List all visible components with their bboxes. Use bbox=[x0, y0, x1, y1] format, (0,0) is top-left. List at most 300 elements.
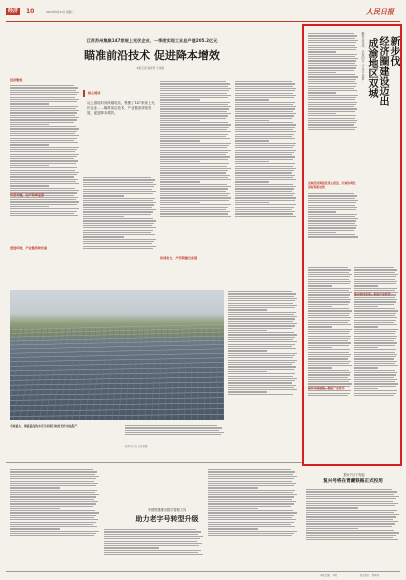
text-line bbox=[354, 313, 396, 314]
text-line bbox=[235, 193, 295, 194]
text-line bbox=[308, 99, 355, 100]
text-line bbox=[160, 211, 230, 212]
text-line bbox=[308, 301, 350, 302]
side-subhead-1: 双城经济圈建设深入推进，区域协调发展取得新成效 bbox=[308, 181, 356, 189]
text-line bbox=[235, 104, 293, 105]
text-line bbox=[354, 317, 397, 318]
text-line bbox=[308, 88, 354, 89]
text-line bbox=[83, 177, 151, 178]
text-line bbox=[104, 552, 198, 553]
text-line bbox=[160, 172, 226, 173]
text-line bbox=[10, 128, 79, 129]
text-line bbox=[308, 49, 356, 50]
text-line bbox=[235, 179, 296, 180]
text-line bbox=[308, 33, 354, 34]
text-line bbox=[354, 297, 395, 298]
text-line bbox=[208, 503, 294, 504]
panel-row bbox=[10, 377, 224, 381]
text-line bbox=[308, 42, 356, 43]
text-line bbox=[228, 369, 294, 370]
text-line bbox=[308, 285, 332, 286]
text-line bbox=[228, 309, 267, 310]
text-line bbox=[308, 363, 349, 364]
text-line bbox=[160, 181, 200, 182]
text-line bbox=[160, 129, 227, 130]
masthead-rule bbox=[6, 21, 400, 22]
text-line bbox=[308, 72, 336, 73]
text-line bbox=[308, 365, 352, 366]
text-line bbox=[228, 364, 292, 365]
text-line bbox=[354, 379, 397, 380]
text-line bbox=[228, 332, 294, 333]
text-line bbox=[235, 140, 269, 141]
text-line bbox=[308, 267, 348, 268]
text-line bbox=[306, 496, 399, 497]
text-line bbox=[83, 184, 156, 185]
text-line bbox=[10, 487, 60, 488]
text-line bbox=[235, 163, 295, 164]
text-line bbox=[160, 111, 227, 112]
text-line bbox=[235, 95, 296, 96]
text-line bbox=[83, 189, 152, 190]
text-line bbox=[83, 220, 156, 221]
text-line bbox=[308, 372, 351, 373]
text-line bbox=[10, 101, 77, 102]
text-line bbox=[308, 209, 356, 210]
text-line bbox=[10, 126, 76, 127]
text-line bbox=[308, 70, 354, 71]
text-line bbox=[83, 195, 124, 196]
text-line bbox=[10, 87, 78, 88]
text-line bbox=[308, 200, 358, 201]
text-line bbox=[235, 111, 293, 112]
text-line bbox=[354, 315, 395, 316]
text-line bbox=[10, 519, 98, 520]
text-line bbox=[10, 469, 93, 470]
text-line bbox=[308, 97, 356, 98]
text-line bbox=[160, 154, 226, 155]
text-line bbox=[235, 127, 295, 128]
lower-left-kicker: 中国铁建推出数字管理工具 bbox=[147, 508, 187, 512]
text-line bbox=[160, 97, 228, 98]
text-line bbox=[10, 92, 79, 93]
text-line bbox=[208, 508, 258, 509]
text-line bbox=[83, 211, 153, 212]
text-line bbox=[228, 360, 297, 361]
panel-row bbox=[10, 387, 224, 390]
text-line bbox=[10, 512, 99, 513]
text-line bbox=[308, 390, 351, 391]
text-line bbox=[308, 86, 356, 87]
text-line bbox=[208, 528, 258, 529]
text-line bbox=[10, 204, 77, 205]
text-line bbox=[83, 202, 156, 203]
text-line bbox=[228, 334, 297, 335]
text-line bbox=[10, 188, 75, 189]
text-line bbox=[308, 294, 350, 295]
text-line bbox=[308, 56, 355, 57]
text-line bbox=[228, 323, 297, 324]
text-line bbox=[160, 170, 228, 171]
text-line bbox=[83, 246, 156, 247]
text-line bbox=[208, 506, 291, 507]
text-line bbox=[308, 395, 348, 396]
text-line bbox=[235, 181, 269, 182]
text-line bbox=[160, 143, 231, 144]
text-line bbox=[160, 197, 231, 198]
text-line bbox=[354, 322, 394, 323]
text-line bbox=[83, 179, 155, 180]
text-line bbox=[83, 193, 153, 194]
text-line bbox=[308, 65, 357, 66]
text-line bbox=[228, 357, 293, 358]
text-line bbox=[308, 281, 351, 282]
text-line bbox=[160, 177, 228, 178]
text-line bbox=[308, 54, 357, 55]
text-line bbox=[308, 40, 358, 41]
text-line bbox=[10, 181, 76, 182]
text-line bbox=[10, 199, 76, 200]
text-line bbox=[235, 150, 296, 151]
panel-column bbox=[178, 328, 180, 420]
text-line bbox=[228, 382, 292, 383]
text-line bbox=[160, 150, 231, 151]
text-line bbox=[308, 207, 357, 208]
text-line bbox=[10, 158, 74, 159]
text-line bbox=[160, 200, 229, 201]
text-line bbox=[228, 376, 293, 377]
text-line bbox=[228, 321, 293, 322]
text-line bbox=[306, 519, 393, 520]
side-column-top bbox=[308, 32, 358, 180]
side-column-a bbox=[308, 266, 352, 462]
text-line bbox=[10, 496, 96, 497]
panel-column bbox=[46, 328, 60, 420]
text-line bbox=[308, 220, 356, 221]
text-line bbox=[10, 471, 97, 472]
text-line bbox=[308, 333, 349, 334]
text-line bbox=[308, 79, 356, 80]
text-line bbox=[10, 119, 77, 120]
text-line bbox=[235, 108, 295, 109]
footer-rule bbox=[6, 571, 400, 572]
text-line bbox=[10, 201, 79, 202]
text-line bbox=[160, 124, 231, 125]
text-line bbox=[228, 296, 294, 297]
lead-kicker: 江苏苏州集聚147家规上光伏企业，一季度实现工业总产值205.2亿元 bbox=[86, 38, 218, 43]
text-line bbox=[83, 209, 156, 210]
text-line bbox=[308, 81, 355, 82]
side-subhead-2: 推动协同发展，促进产业转型 bbox=[354, 292, 391, 296]
text-line bbox=[306, 539, 398, 540]
text-line bbox=[160, 90, 229, 91]
text-line bbox=[308, 279, 349, 280]
text-line bbox=[306, 505, 395, 506]
panel-row bbox=[10, 398, 224, 401]
lead-subhead-1: 经济聚焦 bbox=[10, 78, 23, 82]
text-line bbox=[308, 377, 348, 378]
text-line bbox=[354, 370, 395, 371]
photo-caption-text bbox=[125, 424, 225, 444]
text-line bbox=[104, 529, 196, 530]
panel-column bbox=[165, 328, 168, 420]
text-line bbox=[235, 200, 295, 201]
text-line bbox=[10, 140, 74, 141]
text-line bbox=[308, 106, 354, 107]
text-line bbox=[160, 168, 231, 169]
text-line bbox=[308, 92, 336, 93]
text-line bbox=[10, 485, 96, 486]
text-line bbox=[10, 142, 78, 143]
text-line bbox=[208, 494, 297, 495]
text-line bbox=[208, 478, 294, 479]
text-line bbox=[308, 120, 357, 121]
text-line bbox=[354, 274, 398, 275]
text-line bbox=[125, 434, 221, 435]
text-line bbox=[83, 214, 151, 215]
text-line bbox=[354, 276, 396, 277]
text-line bbox=[208, 483, 296, 484]
text-line bbox=[354, 272, 395, 273]
panel-column bbox=[210, 328, 211, 420]
text-line bbox=[235, 131, 296, 132]
text-line bbox=[10, 185, 49, 186]
text-line bbox=[354, 349, 396, 350]
text-line bbox=[160, 166, 227, 167]
text-line bbox=[228, 389, 297, 390]
text-line bbox=[308, 304, 348, 305]
text-line bbox=[10, 478, 96, 479]
panel-column bbox=[26, 328, 42, 420]
text-line bbox=[160, 213, 228, 214]
text-line bbox=[208, 481, 292, 482]
text-line bbox=[160, 83, 230, 84]
lower-left-headline: 助力老字号转型升级 bbox=[135, 514, 199, 523]
text-line bbox=[308, 38, 355, 39]
text-line bbox=[308, 352, 349, 353]
text-line bbox=[208, 501, 296, 502]
text-line bbox=[160, 163, 229, 164]
text-line bbox=[354, 267, 394, 268]
text-line bbox=[208, 485, 294, 486]
text-line bbox=[10, 474, 95, 475]
text-line bbox=[160, 188, 228, 189]
text-line bbox=[10, 476, 99, 477]
text-line bbox=[83, 216, 124, 217]
text-line bbox=[10, 506, 93, 507]
text-line bbox=[228, 348, 296, 349]
text-line bbox=[10, 165, 49, 166]
text-line bbox=[228, 344, 295, 345]
text-line bbox=[160, 118, 226, 119]
text-line bbox=[235, 83, 295, 84]
text-line bbox=[228, 346, 292, 347]
text-line bbox=[308, 322, 348, 323]
text-line bbox=[208, 499, 292, 500]
text-line bbox=[208, 524, 291, 525]
text-line bbox=[228, 385, 296, 386]
text-line bbox=[10, 151, 75, 152]
text-line bbox=[354, 374, 396, 375]
text-line bbox=[228, 341, 297, 342]
text-line bbox=[308, 340, 348, 341]
text-line bbox=[306, 535, 396, 536]
text-line bbox=[306, 491, 397, 492]
text-line bbox=[228, 330, 267, 331]
text-line bbox=[228, 325, 295, 326]
text-line bbox=[104, 534, 198, 535]
text-line bbox=[228, 316, 297, 317]
lead-column-5 bbox=[228, 290, 298, 448]
text-line bbox=[10, 156, 77, 157]
text-line bbox=[10, 535, 94, 536]
text-line bbox=[10, 115, 75, 116]
text-line bbox=[160, 99, 200, 100]
text-line bbox=[235, 168, 296, 169]
text-line bbox=[308, 315, 349, 316]
text-line bbox=[235, 106, 296, 107]
solar-photo bbox=[10, 290, 224, 420]
text-line bbox=[308, 345, 349, 346]
text-line bbox=[306, 510, 397, 511]
text-line bbox=[83, 239, 156, 240]
text-line bbox=[160, 161, 200, 162]
text-line bbox=[228, 314, 294, 315]
side-kicker: 截至去年底，已有四万二千多千米里… bbox=[361, 32, 365, 83]
text-line bbox=[235, 156, 295, 157]
text-line bbox=[228, 328, 292, 329]
text-line bbox=[160, 93, 227, 94]
text-line bbox=[308, 115, 356, 116]
text-line bbox=[160, 140, 200, 141]
photo-credit: 新华社记者 江宏景摄 bbox=[125, 445, 148, 448]
panel-column bbox=[125, 328, 132, 420]
text-line bbox=[235, 115, 294, 116]
text-line bbox=[235, 152, 294, 153]
panel-row bbox=[10, 392, 224, 395]
text-line bbox=[308, 111, 355, 112]
text-line bbox=[160, 104, 228, 105]
text-line bbox=[10, 481, 94, 482]
text-line bbox=[308, 361, 351, 362]
text-line bbox=[354, 283, 396, 284]
footer-left: 本版责编：李明 bbox=[320, 574, 337, 577]
text-line bbox=[10, 510, 95, 511]
text-line bbox=[308, 347, 332, 348]
text-line bbox=[308, 58, 358, 59]
text-line bbox=[10, 503, 96, 504]
text-line bbox=[308, 272, 349, 273]
text-line bbox=[160, 86, 228, 87]
text-line bbox=[10, 90, 76, 91]
text-line bbox=[306, 530, 394, 531]
text-line bbox=[208, 526, 295, 527]
text-line bbox=[354, 306, 378, 307]
text-line bbox=[10, 147, 79, 148]
text-line bbox=[10, 131, 77, 132]
text-line bbox=[354, 320, 396, 321]
text-line bbox=[308, 195, 357, 196]
text-line bbox=[125, 427, 222, 428]
text-line bbox=[235, 184, 293, 185]
text-line bbox=[235, 170, 294, 171]
text-line bbox=[308, 129, 355, 130]
text-line bbox=[308, 338, 350, 339]
text-line bbox=[306, 501, 393, 502]
text-line bbox=[104, 538, 200, 539]
text-line bbox=[160, 202, 200, 203]
text-line bbox=[10, 167, 77, 168]
lead-subhead-2: 攻坚关键，生产效率显著 bbox=[10, 193, 45, 197]
text-line bbox=[10, 103, 49, 104]
side-article bbox=[302, 24, 402, 466]
text-line bbox=[160, 152, 228, 153]
text-line bbox=[306, 512, 394, 513]
text-line bbox=[354, 269, 397, 270]
text-line bbox=[10, 524, 93, 525]
text-line bbox=[235, 186, 296, 187]
text-line bbox=[208, 512, 297, 513]
text-line bbox=[235, 99, 269, 100]
text-line bbox=[306, 489, 392, 490]
text-line bbox=[308, 313, 350, 314]
text-line bbox=[10, 522, 96, 523]
text-line bbox=[308, 276, 350, 277]
text-line bbox=[228, 371, 267, 372]
text-line bbox=[308, 124, 354, 125]
text-line bbox=[10, 208, 79, 209]
lower-right-kicker: 预计7月下旬起 bbox=[343, 473, 365, 477]
text-line bbox=[228, 337, 295, 338]
text-line bbox=[308, 95, 358, 96]
panel-column bbox=[79, 328, 90, 420]
text-line bbox=[228, 378, 297, 379]
text-line bbox=[306, 507, 358, 508]
text-line bbox=[308, 324, 351, 325]
text-line bbox=[160, 207, 228, 208]
text-line bbox=[306, 537, 393, 538]
text-line bbox=[83, 186, 154, 187]
lead-byline: 本报记者 姚雪青 王伟健 bbox=[136, 67, 164, 70]
text-line bbox=[308, 127, 357, 128]
panel-column bbox=[222, 328, 224, 420]
text-line bbox=[208, 522, 294, 523]
text-line bbox=[228, 387, 294, 388]
lower-right-headline: 复兴号将在青藏铁路正式投用 bbox=[323, 479, 383, 484]
text-line bbox=[235, 134, 294, 135]
text-line bbox=[235, 93, 293, 94]
text-line bbox=[306, 532, 399, 533]
text-line bbox=[160, 136, 226, 137]
text-line bbox=[354, 363, 395, 364]
text-line bbox=[235, 207, 294, 208]
text-line bbox=[208, 535, 292, 536]
text-line bbox=[160, 175, 230, 176]
text-line bbox=[10, 163, 76, 164]
text-line bbox=[306, 503, 398, 504]
text-line bbox=[208, 487, 258, 488]
text-line bbox=[235, 191, 292, 192]
text-line bbox=[160, 179, 231, 180]
text-line bbox=[306, 528, 358, 529]
text-line bbox=[308, 306, 332, 307]
text-line bbox=[308, 331, 350, 332]
text-line bbox=[354, 338, 396, 339]
text-line bbox=[308, 299, 351, 300]
text-line bbox=[354, 340, 394, 341]
text-line bbox=[83, 198, 155, 199]
text-line bbox=[354, 393, 396, 394]
